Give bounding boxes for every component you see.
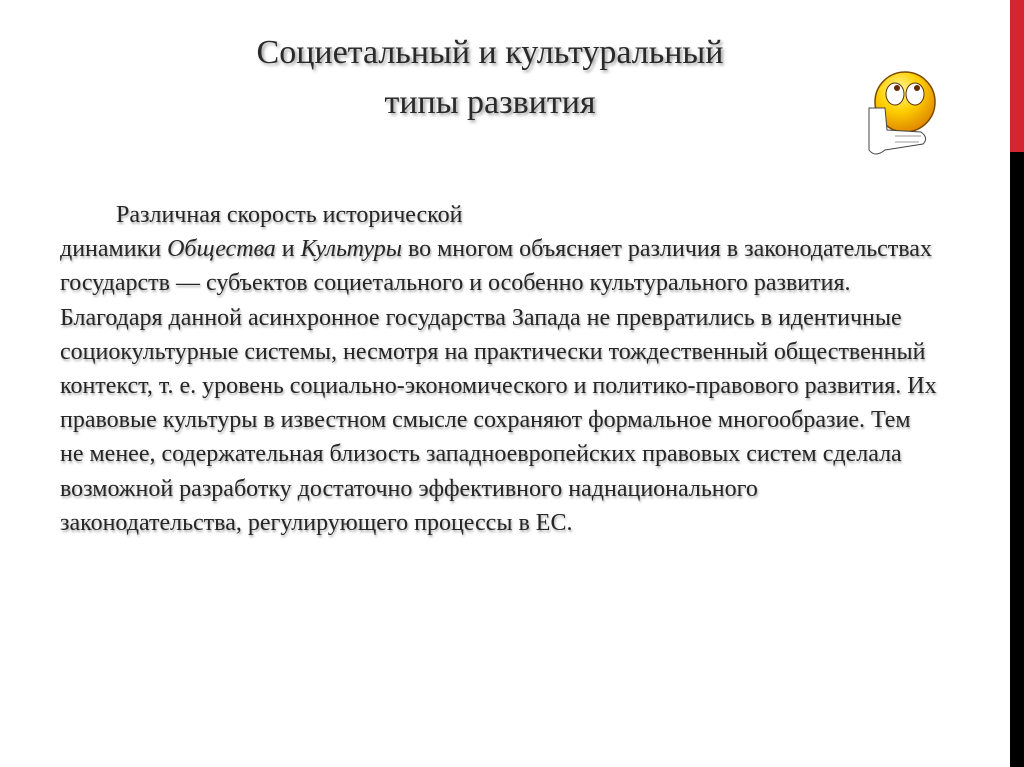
- body-text: и: [275, 236, 301, 263]
- body-first-line: Различная скорость исторической: [116, 202, 463, 228]
- title-line-1: Социетальный и культуральный: [256, 34, 724, 71]
- body-text: во многом объясняет различия в законодательствах государств — субъектов социетального и особенно культурального развития. Благодаря данной асинхронное государства Запада не превратились в идентичные социокультурные системы, несмотря на практически тождественный общественный контекст, т. е. уровень социально-экономического и политико-правового развития. Их правовые культуры в известном смысле сохраняют формальное многообразие. Тем не менее, содержательная близость западноевропейских правовых систем сделала возможной разработку достаточно эффективного наднационального законодательства, регулирующего процессы в ЕС.: [60, 236, 937, 536]
- thinking-emoji-icon: [865, 60, 945, 160]
- emphasis-society: Общества: [167, 236, 276, 263]
- emphasis-culture: Культуры: [300, 236, 402, 263]
- slide-title: [150, 28, 830, 128]
- accent-bar-black: [1010, 152, 1024, 767]
- body-paragraph: [60, 232, 940, 540]
- body-text: динамики: [60, 236, 168, 263]
- title-line-2: типы развития: [384, 84, 596, 121]
- slide-body: [60, 198, 940, 540]
- accent-bar-red: [1010, 0, 1024, 152]
